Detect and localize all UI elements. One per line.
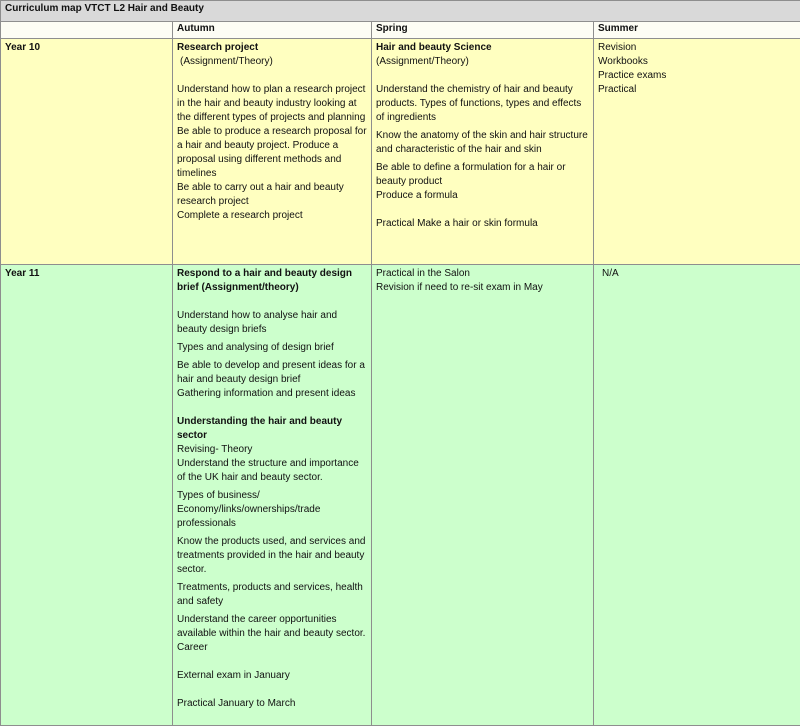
y11-autumn-line: Understand the career opportunities available within the hair and beauty sector. <box>177 614 366 639</box>
year10-row <box>1 39 800 265</box>
y11-autumn-line: Understand the structure and importance of the UK hair and beauty sector. <box>177 458 359 483</box>
y11-autumn-heading-2: Understanding the hair and beauty sector <box>177 416 343 441</box>
year10-autumn-cell <box>173 39 372 265</box>
table-title: Curriculum map VTCT L2 Hair and Beauty <box>1 1 800 22</box>
year10-spring-cell <box>372 39 594 265</box>
y11-spring-item: Revision if need to re-sit exam in May <box>376 282 543 293</box>
header-blank <box>1 22 173 39</box>
y10-autumn-subheading: (Assignment/Theory) <box>180 56 273 67</box>
y11-autumn-line: Types and analysing of design brief <box>177 342 334 353</box>
year10-summer-cell <box>594 39 800 265</box>
y10-autumn-line: Complete a research project <box>177 210 303 221</box>
y10-autumn-line: Be able to carry out a hair and beauty research project <box>177 182 344 207</box>
header-autumn: Autumn <box>173 22 372 39</box>
y10-spring-subheading: (Assignment/Theory) <box>376 56 469 67</box>
year10-label: Year 10 <box>1 39 173 265</box>
y11-autumn-exam: External exam in January <box>177 670 290 681</box>
header-summer: Summer <box>594 22 800 39</box>
y10-spring-line: Practical Make a hair or skin formula <box>376 218 538 229</box>
y11-autumn-line: Understand how to analyse hair and beauty design briefs <box>177 310 338 335</box>
y11-autumn-practical: Practical January to March <box>177 698 296 709</box>
y10-spring-heading: Hair and beauty Science <box>376 42 492 53</box>
y10-autumn-line: Be able to produce a research proposal for a hair and beauty project. Produce a proposal using different methods and timelines <box>177 126 367 179</box>
y11-autumn-line: Types of business/ Economy/links/ownerships/trade professionals <box>177 490 321 529</box>
y10-summer-item: Revision <box>598 42 637 53</box>
y10-spring-line: Produce a formula <box>376 190 458 201</box>
y10-summer-item: Practical <box>598 84 637 95</box>
year11-spring-cell <box>372 265 594 726</box>
title-row <box>1 1 800 22</box>
header-row <box>1 22 800 39</box>
y11-autumn-line: Treatments, products and services, health and safety <box>177 582 363 607</box>
year11-summer-cell <box>594 265 800 726</box>
year11-row <box>1 265 800 726</box>
y11-spring-item: Practical in the Salon <box>376 268 470 279</box>
y10-spring-line: Be able to define a formulation for a hair or beauty product <box>376 162 566 187</box>
y11-autumn-line: Be able to develop and present ideas for a hair and beauty design brief <box>177 360 365 385</box>
y11-autumn-line: Know the products used, and services and treatments provided in the hair and beauty sector. <box>177 536 366 575</box>
y10-summer-item: Workbooks <box>598 56 648 67</box>
y10-spring-line: Know the anatomy of the skin and hair structure and characteristic of the hair and skin <box>376 130 588 155</box>
y11-autumn-line: Career <box>177 642 208 653</box>
year11-autumn-cell <box>173 265 372 726</box>
y11-autumn-heading-1: Respond to a hair and beauty design brief (Assignment/theory) <box>177 268 353 293</box>
y10-spring-line: Understand the chemistry of hair and beauty products. Types of functions, types and effects of ingredients <box>376 84 582 123</box>
header-spring: Spring <box>372 22 594 39</box>
y11-autumn-line: Revising- Theory <box>177 444 253 455</box>
year11-label: Year 11 <box>1 265 173 726</box>
y10-autumn-heading: Research project <box>177 42 259 53</box>
y11-autumn-line: Gathering information and present ideas <box>177 388 356 399</box>
y10-autumn-line: Understand how to plan a research project in the hair and beauty industry looking at the different types of projects and planning <box>177 84 366 123</box>
y10-summer-item: Practice exams <box>598 70 667 81</box>
y11-summer-value: N/A <box>602 268 619 279</box>
